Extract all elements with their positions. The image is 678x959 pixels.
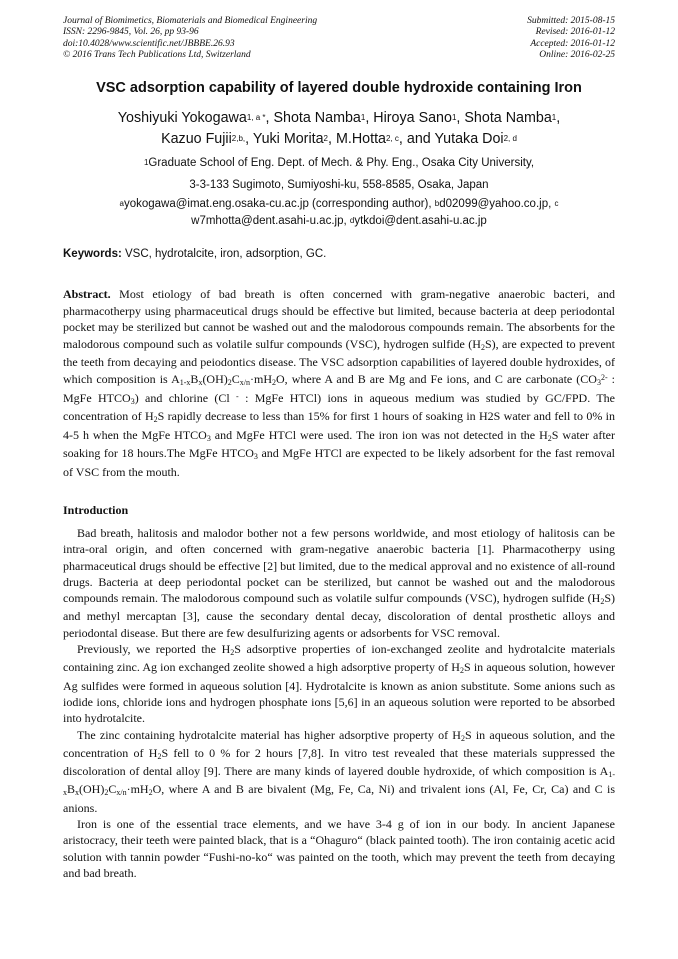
author-separator: , (556, 110, 561, 126)
subscript: 2 (272, 377, 277, 387)
affiliation-line-1 (50, 156, 628, 171)
abstract-text: Most etiology of bad breath is often concerned with gram-negative anaerobic bacteri, and pharmacotherpy using pharmaceutical drugs should be effective but limited, because bacteria at deep periodontal pocket may be sterilized but cannot be washed out and the malodorous compounds remain. The absorbents for the malodorous compound such as volatile sulfur compounds (VSC), hydrogen sulfide (H (63, 287, 615, 351)
author-affil-sup: 2 (323, 134, 328, 143)
paragraph-text: Previously, we reported the H (77, 642, 231, 657)
subscript: 2 (227, 377, 232, 387)
keywords (63, 248, 615, 260)
paragraph-text: S in aqueous solution, and the concentration of H (63, 727, 615, 760)
author-separator: , (365, 110, 374, 126)
author-separator: , (245, 131, 253, 147)
subscript: 1-x (179, 377, 191, 387)
subscript: 2 (230, 648, 235, 658)
subscript: 2 (104, 788, 109, 798)
paragraph-text: (OH) (79, 782, 105, 797)
date-revised: Revised: 2016-01-12 (535, 27, 615, 38)
abstract-text: and MgFe HTCl are expected to be likely adsorbent for the fast removal of VSC from the mouth. (63, 446, 615, 479)
paragraph-text: S in aqueous solution, however Ag sulfides were formed in aqueous solution [4]. Hydrotalcite is known as anion substitute. Some anions such as iodide ions, chloride ions and hydrogen phosphate ions [5,6] in an aqueous solution were reported to be absorbed into hydrotalcite. (63, 660, 615, 726)
paragraph (63, 641, 615, 726)
paragraph-text: S fell to 0 % for 2 hours [7,8]. In vitro test revealed that these materials suppressed the discoloration of dental alloy [9]. There are many kinds of layered double hydroxide, of which composition is A (63, 745, 615, 779)
author-name: Kazuo Fujii (161, 131, 232, 147)
subscript: 3 (206, 433, 211, 443)
subscript: 3 (130, 396, 135, 406)
author-name: Hiroya Sano (373, 110, 452, 126)
subscript: x/n (116, 788, 127, 798)
author-name: Yutaka Doi (434, 131, 504, 147)
author-name: Shota Namba (273, 110, 361, 126)
abstract-label: Abstract. (63, 287, 111, 301)
section-heading-introduction: Introduction (63, 503, 129, 517)
subscript: 2 (459, 666, 464, 676)
superscript: - (236, 391, 239, 401)
author-separator: , (456, 110, 465, 126)
author-affil-sup: 1, a * (246, 113, 266, 122)
abstract-text: ) and chlorine (Cl (134, 390, 237, 405)
abstract-text: : MgFe HTCO (63, 371, 615, 405)
author-affil-sup: 2, d (503, 134, 517, 143)
subscript: x/n (239, 377, 251, 387)
author-name: Yuki Morita (252, 131, 324, 147)
journal-doi: doi:10.4028/www.scientific.net/JBBBE.26.93 (63, 38, 235, 49)
author-affil-sup: 1 (451, 113, 457, 122)
paragraph-text: B (67, 782, 76, 797)
journal-header-left (63, 16, 317, 62)
paragraph-text: S adsorptive properties of ion-exchanged zeolite and hydrotalcite materials containing zinc. Ag ion exchanged zeolite showed a high adsorptive property of H (63, 642, 615, 675)
journal-name: Journal of Biomimetics, Biomaterials and Biomedical Engineering (63, 16, 318, 26)
author-separator: , (265, 110, 274, 126)
abstract-text: S), are expected to prevent the teeth from decaying and peiodontics disease. The VSC adsorption capabilities of layered double hydroxides, of which composition is A (63, 336, 616, 386)
subscript: 3 (596, 377, 601, 387)
abstract-text: O, where A and B are Mg and Fe ions, and C are carbonate (CO (276, 371, 597, 386)
journal-issn: ISSN: 2296-9845, Vol. 26, pp 93-96 (63, 27, 199, 38)
subscript: 2 (153, 415, 158, 425)
abstract-text: and MgFe HTCl were used. The iron ion was not detected in the H (210, 427, 548, 442)
abstract (63, 286, 615, 481)
abstract-text: B (190, 371, 199, 386)
introduction-body (63, 525, 615, 881)
author-affil-sup: 2, c (386, 134, 399, 143)
date-submitted: Submitted: 2015-08-15 (527, 16, 615, 26)
paragraph-text: O, where A and B are bivalent (Mg, Fe, Ca, Ni) and trivalent ions (Al, Fe, Cr, Ca) and C is anions. (63, 782, 615, 815)
affiliation-text: Graduate School of Eng. Dept. of Mech. & Phy. Eng., Osaka City University, (148, 157, 535, 169)
paragraph-text: ·mH (126, 782, 149, 797)
email-sup: d (349, 216, 355, 225)
paragraph-text: The zinc containing hydrotalcite material has higher adsorptive property of H (77, 727, 461, 742)
author-name: Shota Namba (464, 110, 552, 126)
subscript: 2 (600, 597, 605, 607)
keywords-label: Keywords: (63, 248, 122, 260)
author-affil-sup: 1 (551, 113, 557, 122)
subscript: x (75, 788, 80, 798)
subscript: 3 (253, 452, 258, 462)
author-affil-sup: 1 (360, 113, 366, 122)
abstract-text: (OH) (202, 371, 228, 386)
paragraph: Iron is one of the essential trace elements, and we have 3-4 g of ion in our body. In ancient Japanese aristocracy, their teeth were painted black, that is a “Ohaguro“ (black painted tooth). The iron containig acetic acid solution with tannin powder “Fushi-no-ko“ was painted on the tooth, which may prevent the teeth from decaying and bad breath. (63, 817, 615, 880)
author-name: Yoshiyuki Yokogawa (117, 110, 247, 126)
journal-header-right (527, 16, 615, 62)
subscript: 2 (547, 433, 552, 443)
email-sup: c (554, 199, 559, 208)
abstract-text: S rapidly decrease to less than 15% for first 1 hours of soaking in H2S water and fell to 0% in 4-5 h when the MgFe HTCO (63, 409, 616, 442)
email-sup: a (119, 199, 124, 208)
author-affil-sup: 2,b, (231, 134, 246, 143)
affiliation-line-2: 3-3-133 Sugimoto, Sumiyoshi-ku, 558-8585, Osaka, Japan (189, 179, 489, 191)
superscript: 2- (600, 372, 608, 382)
author-list (50, 108, 628, 150)
author-emails (50, 196, 628, 230)
subscript: 2 (148, 788, 153, 798)
paragraph-text: Bad breath, halitosis and malodor bother not a few persons worldwide, and most etiology of halitosis can be intra-oral origin, and often concerned with gram-negative anaerobic bacteria [1]. Pharmacotherpy using pharmaceutical drugs should be effective [2] but limited, due to the medical approval and no existence of all-round drugs. Bacteria at deep periodontal pocket can be sterilized, but cannot be washed out and the malodorous compounds remain. The malodorous compound such as volatile sulfur compounds (VSC), hydrogen sulfide (H (63, 526, 615, 606)
subscript: 1-x (63, 770, 615, 798)
abstract-text: ·mH (250, 371, 273, 386)
paper-title: VSC adsorption capability of layered double hydroxide containing Iron (96, 80, 582, 96)
author-separator: , and (398, 131, 435, 147)
author-name: M.Hotta (335, 131, 387, 147)
email-address: yokogawa@imat.eng.osaka-cu.ac.jp (corresponding author), (123, 198, 435, 210)
keywords-text: VSC, hydrotalcite, iron, adsorption, GC. (121, 248, 327, 260)
abstract-text: C (231, 371, 240, 386)
abstract-text: S water after soaking for 18 hours.The MgFe HTCO (63, 427, 616, 461)
journal-copyright: © 2016 Trans Tech Publications Ltd, Switzerland (63, 50, 251, 61)
subscript: 2 (157, 751, 162, 761)
date-accepted: Accepted: 2016-01-12 (530, 38, 615, 49)
affiliation-sup: 1 (143, 158, 149, 167)
email-address: d02099@yahoo.co.jp, (439, 198, 555, 210)
author-separator: , (328, 131, 336, 147)
subscript: 2 (480, 342, 485, 352)
email-sup: b (434, 199, 440, 208)
subscript: x (198, 377, 203, 387)
subscript: 2 (460, 733, 465, 743)
email-address: w7mhotta@dent.asahi-u.ac.jp, (191, 215, 350, 227)
abstract-text: : MgFe HTCl) ions in aqueous medium was studied by GC/FPD. The concentration of H (63, 390, 615, 424)
paragraph-text: C (108, 782, 117, 797)
email-address: ytkdoi@dent.asahi-u.ac.jp (354, 215, 487, 227)
paragraph (63, 727, 615, 816)
date-online: Online: 2016-02-25 (539, 50, 615, 61)
paragraph-text: S) and methyl mercaptan [3], cause the secondary dental decay, discoloration of dental prosthetic alloys and periodontal disease. But there are few desulfurizing agents or adsorbents for VSC removal. (63, 591, 615, 640)
paragraph (63, 525, 615, 641)
